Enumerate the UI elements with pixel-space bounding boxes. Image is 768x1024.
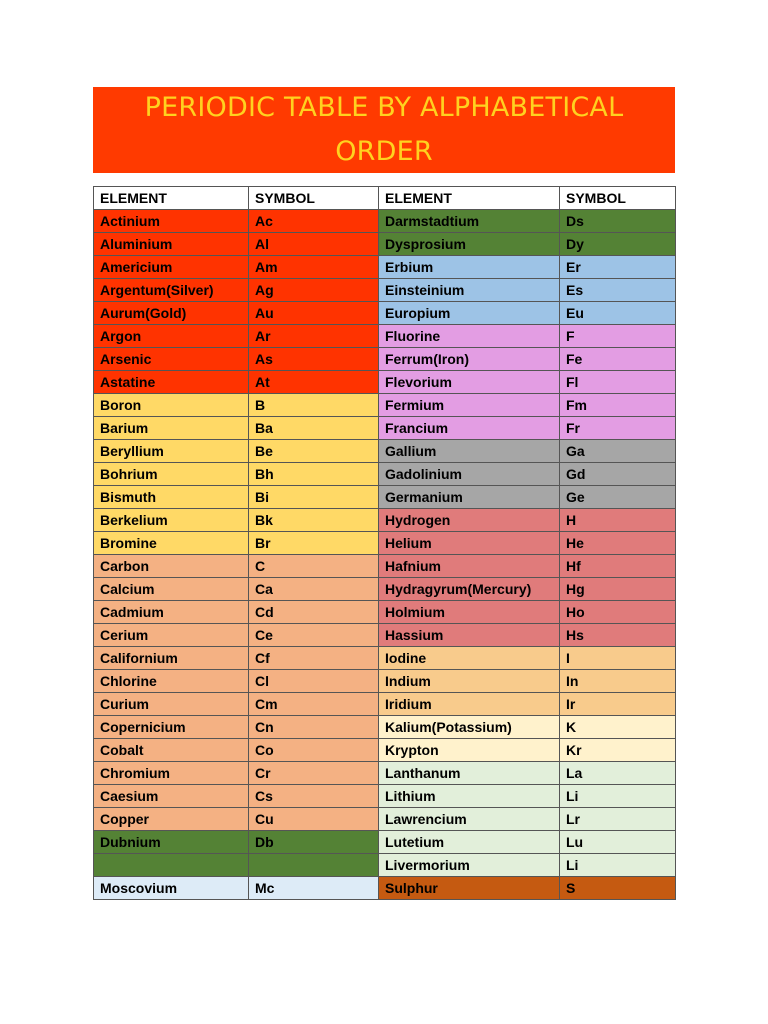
table-row — [94, 394, 676, 417]
element-cell-left: Cerium — [94, 624, 249, 647]
table-row — [94, 486, 676, 509]
element-cell-right: Hafnium — [379, 555, 560, 578]
table-row — [94, 417, 676, 440]
table-row — [94, 325, 676, 348]
header-element-left: ELEMENT — [94, 187, 249, 210]
symbol-cell-right: Li — [560, 785, 676, 808]
symbol-cell-right: S — [560, 877, 676, 900]
symbol-cell-right: Ds — [560, 210, 676, 233]
table-row — [94, 739, 676, 762]
element-cell-left: Aurum(Gold) — [94, 302, 249, 325]
element-cell-right: Krypton — [379, 739, 560, 762]
element-cell-left: Copper — [94, 808, 249, 831]
element-cell-left: Argon — [94, 325, 249, 348]
symbol-cell-right: Es — [560, 279, 676, 302]
symbol-cell-left: Ac — [249, 210, 379, 233]
symbol-cell-right: H — [560, 509, 676, 532]
symbol-cell-left: Am — [249, 256, 379, 279]
element-cell-right: Fluorine — [379, 325, 560, 348]
element-cell-left: Arsenic — [94, 348, 249, 371]
table-row — [94, 693, 676, 716]
element-cell-left: Californium — [94, 647, 249, 670]
element-cell-right: Indium — [379, 670, 560, 693]
table-row — [94, 509, 676, 532]
element-cell-left: Chromium — [94, 762, 249, 785]
table-row — [94, 578, 676, 601]
element-cell-left: Bromine — [94, 532, 249, 555]
symbol-cell-right: Fe — [560, 348, 676, 371]
symbol-cell-right: Hg — [560, 578, 676, 601]
table-row — [94, 256, 676, 279]
element-cell-left: Dubnium — [94, 831, 249, 854]
page-title: PERIODIC TABLE BY ALPHABETICAL ORDER — [144, 92, 624, 167]
table-row — [94, 831, 676, 854]
symbol-cell-left: Db — [249, 831, 379, 854]
symbol-cell-right: Gd — [560, 463, 676, 486]
symbol-cell-left: Bk — [249, 509, 379, 532]
symbol-cell-left: As — [249, 348, 379, 371]
symbol-cell-right: Eu — [560, 302, 676, 325]
element-cell-left: Cadmium — [94, 601, 249, 624]
element-cell-left: Aluminium — [94, 233, 249, 256]
element-cell-left: Astatine — [94, 371, 249, 394]
symbol-cell-left: Ca — [249, 578, 379, 601]
table-row — [94, 670, 676, 693]
symbol-cell-right: Ge — [560, 486, 676, 509]
element-cell-left: Cobalt — [94, 739, 249, 762]
symbol-cell-left: Cn — [249, 716, 379, 739]
element-cell-right: Hassium — [379, 624, 560, 647]
header-symbol-left: SYMBOL — [249, 187, 379, 210]
symbol-cell-right: Ga — [560, 440, 676, 463]
table-row — [94, 532, 676, 555]
element-cell-left: Caesium — [94, 785, 249, 808]
symbol-cell-right: F — [560, 325, 676, 348]
symbol-cell-left — [249, 854, 379, 877]
symbol-cell-left: Br — [249, 532, 379, 555]
table-row — [94, 785, 676, 808]
element-cell-right: Europium — [379, 302, 560, 325]
symbol-cell-right: Kr — [560, 739, 676, 762]
element-cell-right: Ferrum(Iron) — [379, 348, 560, 371]
symbol-cell-right: Fr — [560, 417, 676, 440]
element-cell-left: Argentum(Silver) — [94, 279, 249, 302]
table-row — [94, 348, 676, 371]
header-symbol-right: SYMBOL — [560, 187, 676, 210]
table-row — [94, 233, 676, 256]
symbol-cell-left: Co — [249, 739, 379, 762]
element-cell-left: Carbon — [94, 555, 249, 578]
element-cell-right: Hydrogen — [379, 509, 560, 532]
element-cell-right: Kalium(Potassium) — [379, 716, 560, 739]
element-cell-right: Iridium — [379, 693, 560, 716]
symbol-cell-left: Cm — [249, 693, 379, 716]
element-cell-left — [94, 854, 249, 877]
element-cell-right: Gallium — [379, 440, 560, 463]
symbol-cell-right: Lu — [560, 831, 676, 854]
symbol-cell-left: Cl — [249, 670, 379, 693]
element-cell-right: Flevorium — [379, 371, 560, 394]
table-row — [94, 762, 676, 785]
element-cell-right: Erbium — [379, 256, 560, 279]
symbol-cell-right: Hs — [560, 624, 676, 647]
table-row — [94, 716, 676, 739]
symbol-cell-left: Bi — [249, 486, 379, 509]
table-row — [94, 808, 676, 831]
table-body — [94, 210, 676, 900]
symbol-cell-left: Cf — [249, 647, 379, 670]
header-row — [94, 187, 676, 210]
symbol-cell-left: Cu — [249, 808, 379, 831]
symbol-cell-right: He — [560, 532, 676, 555]
table-row — [94, 210, 676, 233]
table-row — [94, 555, 676, 578]
symbol-cell-left: Bh — [249, 463, 379, 486]
element-cell-right: Francium — [379, 417, 560, 440]
header-element-right: ELEMENT — [379, 187, 560, 210]
element-cell-left: Actinium — [94, 210, 249, 233]
element-cell-right: Darmstadtium — [379, 210, 560, 233]
symbol-cell-right: Ho — [560, 601, 676, 624]
element-cell-left: Copernicium — [94, 716, 249, 739]
table-row — [94, 463, 676, 486]
symbol-cell-right: Lr — [560, 808, 676, 831]
element-cell-left: Moscovium — [94, 877, 249, 900]
symbol-cell-left: B — [249, 394, 379, 417]
symbol-cell-right: Fl — [560, 371, 676, 394]
symbol-cell-left: Ce — [249, 624, 379, 647]
element-cell-right: Helium — [379, 532, 560, 555]
element-cell-right: Livermorium — [379, 854, 560, 877]
symbol-cell-right: Ir — [560, 693, 676, 716]
element-cell-right: Germanium — [379, 486, 560, 509]
element-cell-left: Barium — [94, 417, 249, 440]
symbol-cell-left: At — [249, 371, 379, 394]
element-cell-right: Iodine — [379, 647, 560, 670]
symbol-cell-right: In — [560, 670, 676, 693]
table-row — [94, 647, 676, 670]
symbol-cell-right: K — [560, 716, 676, 739]
table-row — [94, 302, 676, 325]
table-row — [94, 877, 676, 900]
symbol-cell-left: Cd — [249, 601, 379, 624]
symbol-cell-right: I — [560, 647, 676, 670]
table-row — [94, 279, 676, 302]
symbol-cell-left: Cs — [249, 785, 379, 808]
symbol-cell-left: Ar — [249, 325, 379, 348]
element-cell-left: Berkelium — [94, 509, 249, 532]
element-cell-right: Dysprosium — [379, 233, 560, 256]
element-cell-left: Chlorine — [94, 670, 249, 693]
symbol-cell-right: Fm — [560, 394, 676, 417]
table-row — [94, 624, 676, 647]
symbol-cell-left: Ba — [249, 417, 379, 440]
symbol-cell-right: Hf — [560, 555, 676, 578]
table-row — [94, 854, 676, 877]
element-cell-left: Bismuth — [94, 486, 249, 509]
element-cell-right: Hydragyrum(Mercury) — [379, 578, 560, 601]
symbol-cell-left: Be — [249, 440, 379, 463]
element-cell-right: Lanthanum — [379, 762, 560, 785]
element-cell-left: Americium — [94, 256, 249, 279]
symbol-cell-right: Dy — [560, 233, 676, 256]
symbol-cell-left: Au — [249, 302, 379, 325]
element-cell-left: Beryllium — [94, 440, 249, 463]
element-cell-right: Lawrencium — [379, 808, 560, 831]
symbol-cell-left: Al — [249, 233, 379, 256]
element-cell-right: Lithium — [379, 785, 560, 808]
element-cell-right: Einsteinium — [379, 279, 560, 302]
element-cell-left: Boron — [94, 394, 249, 417]
table-row — [94, 440, 676, 463]
symbol-cell-left: Ag — [249, 279, 379, 302]
table-row — [94, 371, 676, 394]
table-row — [94, 601, 676, 624]
element-cell-left: Bohrium — [94, 463, 249, 486]
element-cell-left: Curium — [94, 693, 249, 716]
element-cell-right: Gadolinium — [379, 463, 560, 486]
element-cell-right: Lutetium — [379, 831, 560, 854]
symbol-cell-left: Mc — [249, 877, 379, 900]
symbol-cell-right: La — [560, 762, 676, 785]
symbol-cell-left: C — [249, 555, 379, 578]
periodic-table — [93, 186, 676, 900]
element-cell-right: Holmium — [379, 601, 560, 624]
element-cell-right: Fermium — [379, 394, 560, 417]
title-banner — [93, 87, 675, 173]
symbol-cell-left: Cr — [249, 762, 379, 785]
element-cell-right: Sulphur — [379, 877, 560, 900]
symbol-cell-right: Li — [560, 854, 676, 877]
element-cell-left: Calcium — [94, 578, 249, 601]
symbol-cell-right: Er — [560, 256, 676, 279]
